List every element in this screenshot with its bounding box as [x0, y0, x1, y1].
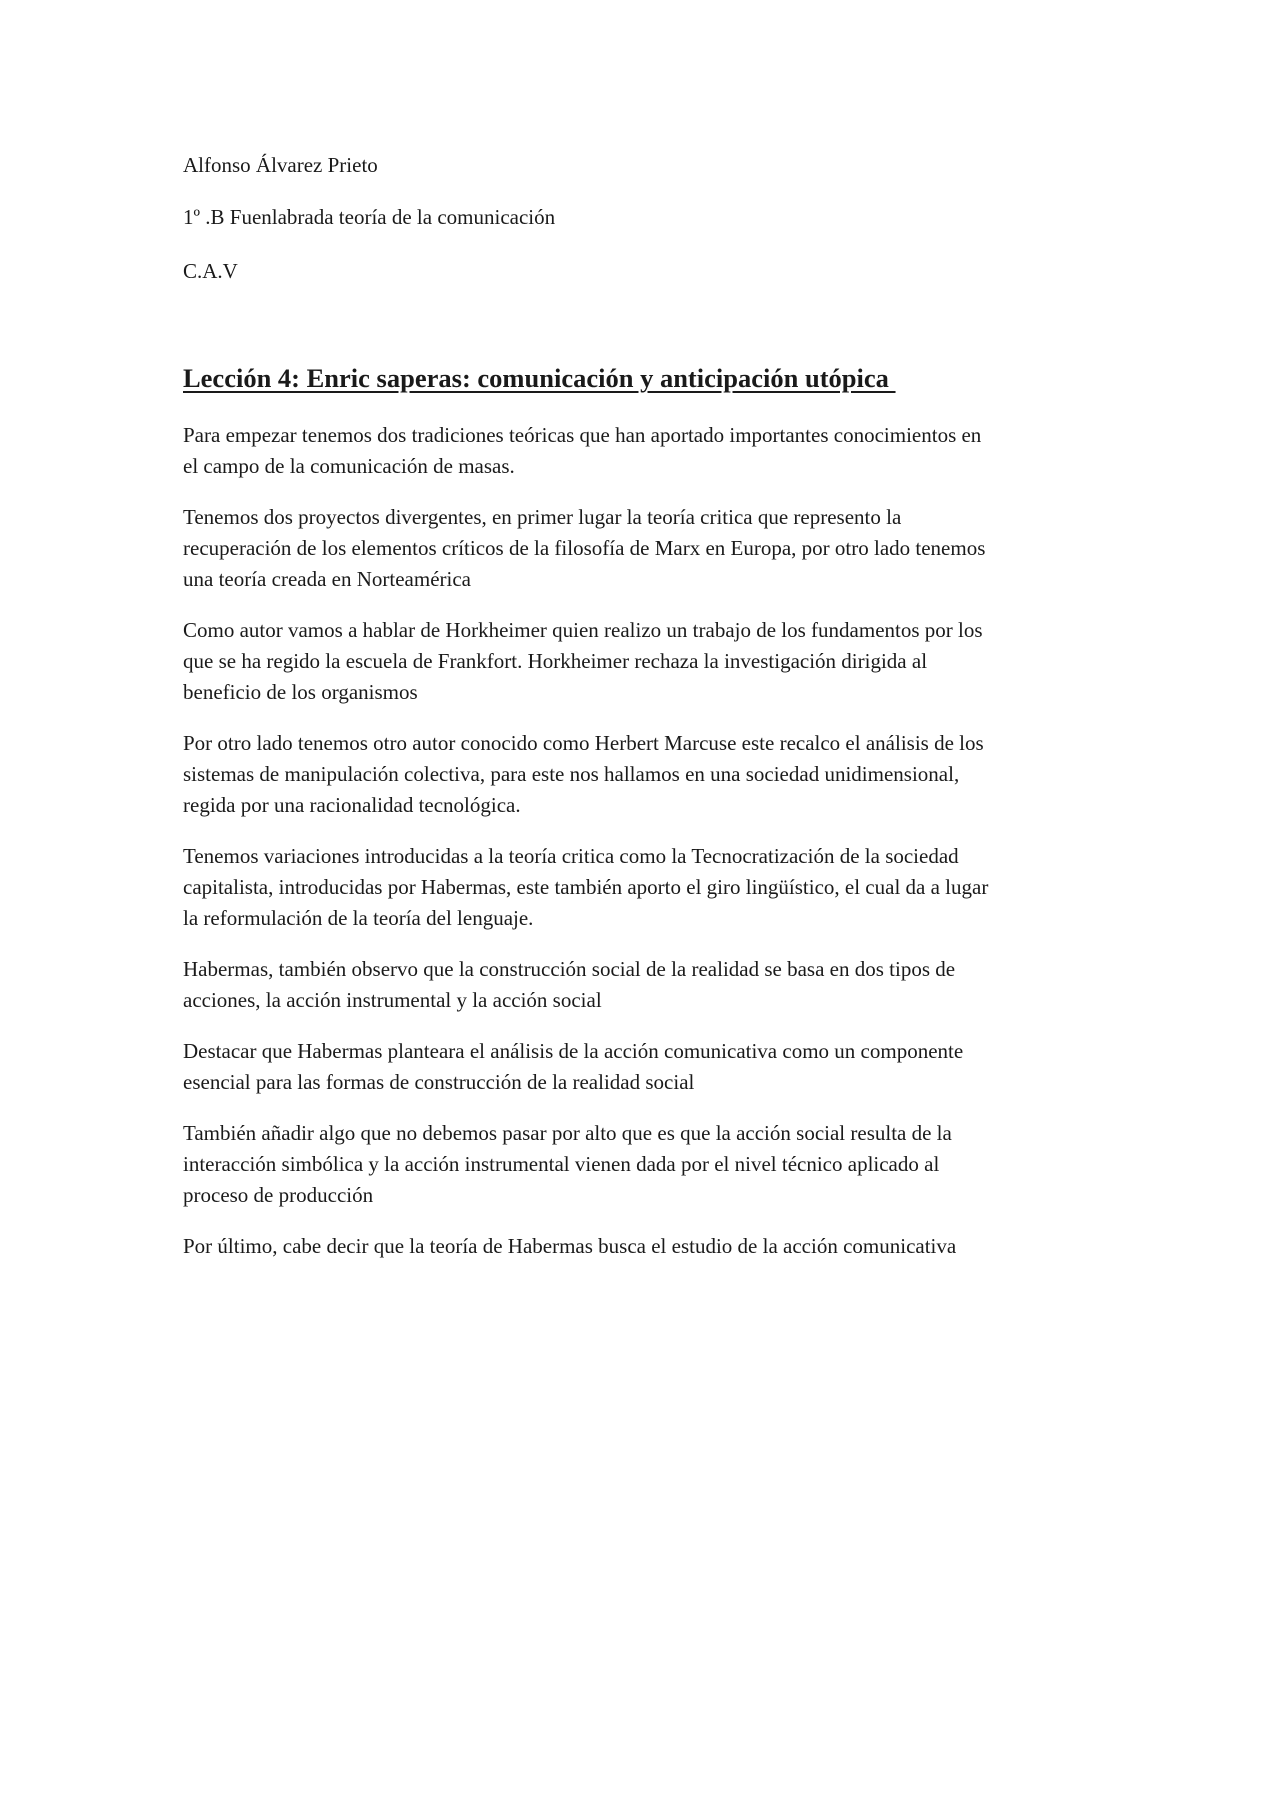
paragraph: Para empezar tenemos dos tradiciones teóricas que han aportado importantes conocimientos en el campo de la comunicación de masas. — [183, 423, 982, 478]
course-line: 1º .B Fuenlabrada teoría de la comunicación — [183, 205, 556, 229]
paragraph: Tenemos dos proyectos divergentes, en primer lugar la teoría critica que represento la recuperación de los elementos críticos de la filosofía de Marx en Europa, por otro lado tenemos una teoría creada en Norteamérica — [183, 505, 986, 591]
paragraph: Tenemos variaciones introducidas a la teoría critica como la Tecnocratización de la sociedad capitalista, introducidas por Habermas, este también aporto el giro lingüístico, el cual da a lugar la reformulación de la teoría del lenguaje. — [183, 844, 989, 930]
lesson-title: Lección 4: Enric saperas: comunicación y anticipación utópica — [183, 363, 896, 393]
author-name: Alfonso Álvarez Prieto — [183, 153, 378, 177]
document-body — [183, 420, 1103, 1282]
paragraph: Destacar que Habermas planteara el análisis de la acción comunicativa como un componente esencial para las formas de construcción de la realidad social — [183, 1039, 964, 1094]
paragraph: Por último, cabe decir que la teoría de Habermas busca el estudio de la acción comunicativa — [183, 1234, 957, 1258]
paragraph: Por otro lado tenemos otro autor conocido como Herbert Marcuse este recalco el análisis de los sistemas de manipulación colectiva, para este nos hallamos en una sociedad unidimensional, regida por una racionalidad tecnológica. — [183, 731, 984, 817]
paragraph: Como autor vamos a hablar de Horkheimer quien realizo un trabajo de los fundamentos por los que se ha regido la escuela de Frankfort. Horkheimer rechaza la investigación dirigida al beneficio de los organismos — [183, 618, 983, 704]
paragraph: También añadir algo que no debemos pasar por alto que es que la acción social resulta de la interacción simbólica y la acción instrumental vienen dada por el nivel técnico aplicado al proceso de producción — [183, 1121, 952, 1207]
program-line: C.A.V — [183, 259, 238, 283]
paragraph: Habermas, también observo que la construcción social de la realidad se basa en dos tipos de acciones, la acción instrumental y la acción social — [183, 957, 956, 1012]
